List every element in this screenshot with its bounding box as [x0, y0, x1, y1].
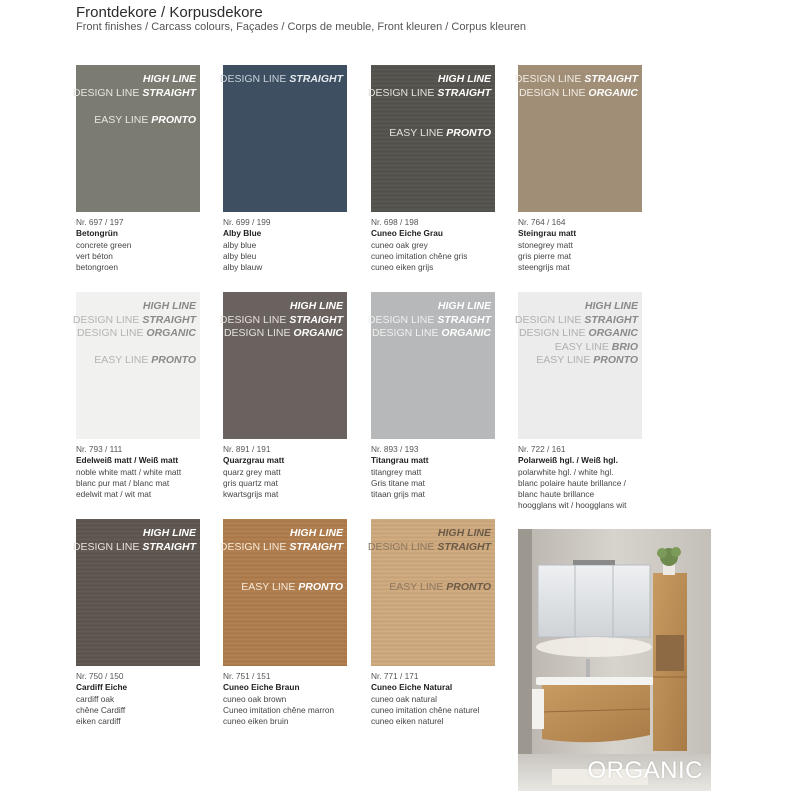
line-model-name: STRAIGHT — [289, 313, 343, 326]
line-model-name: HIGH LINE — [437, 300, 491, 312]
decor-translation: gris quartz mat — [223, 477, 278, 488]
line-model-name: STRAIGHT — [437, 86, 491, 99]
decor-translation: polarwhite hgl. / white hgl. — [518, 466, 614, 477]
swatch-tile — [72, 292, 200, 439]
decor-number: Nr. 751 / 151 — [223, 671, 271, 681]
swatch-tile — [72, 65, 200, 212]
decor-translation: hoogglans wit / hoogglans wit — [518, 500, 627, 511]
line-series-name: DESIGN LINE — [219, 313, 287, 326]
swatch-caption — [371, 444, 511, 500]
decor-translation: titangrey matt — [371, 466, 422, 477]
line-model-name: ORGANIC — [588, 86, 638, 99]
line-model-name: HIGH LINE — [142, 300, 196, 312]
decor-translation: chêne Cardiff — [76, 704, 126, 715]
product-line-label — [389, 127, 491, 140]
line-model-name: PRONTO — [446, 581, 491, 593]
product-line-label — [368, 314, 491, 327]
line-series-name: DESIGN LINE — [367, 86, 435, 99]
line-series-name: EASY LINE — [389, 127, 444, 139]
product-photo — [518, 529, 711, 791]
decor-translation: steengrijs mat — [518, 262, 570, 273]
swatch-caption — [223, 671, 363, 727]
product-line-label — [438, 300, 491, 313]
line-model-name: PRONTO — [151, 113, 196, 126]
line-series-name: DESIGN LINE — [72, 313, 140, 326]
decor-translation: alby blauw — [223, 262, 263, 273]
line-series-name: EASY LINE — [94, 113, 149, 126]
product-line-label — [290, 527, 343, 540]
line-model-name: STRAIGHT — [142, 313, 196, 326]
decor-number: Nr. 764 / 164 — [518, 217, 566, 227]
decor-translation: cuneo imitation chêne naturel — [371, 704, 480, 715]
line-series-name: DESIGN LINE — [219, 73, 287, 85]
decor-translation: edelwit mat / wit mat — [76, 489, 152, 500]
line-model-name: BRIO — [611, 340, 638, 353]
line-model-name: HIGH LINE — [142, 73, 196, 85]
line-model-name: STRAIGHT — [437, 313, 491, 326]
product-line-label — [220, 314, 343, 327]
swatch-tile — [514, 292, 642, 439]
page-subtitle: Front finishes / Carcass colours, Façades / Corps de meuble, Front kleuren / Corpus kleuren — [76, 21, 526, 33]
line-model-name: STRAIGHT — [584, 313, 638, 326]
product-line-label — [143, 300, 196, 313]
product-line-label — [519, 327, 638, 340]
decor-name: Alby Blue — [223, 228, 262, 239]
decor-translation: cuneo eiken naturel — [371, 716, 444, 727]
swatch-tile — [219, 292, 347, 439]
decor-number: Nr. 893 / 193 — [371, 444, 419, 454]
line-series-name: DESIGN LINE — [367, 540, 435, 553]
line-model-name: STRAIGHT — [584, 73, 638, 85]
decor-translation: quarz grey matt — [223, 466, 281, 477]
line-model-name: PRONTO — [298, 581, 343, 593]
decor-number: Nr. 697 / 197 — [76, 217, 124, 227]
line-series-name: EASY LINE — [94, 354, 149, 366]
decor-translation: cuneo imitation chêne gris — [371, 250, 468, 261]
swatch-tile — [367, 519, 495, 666]
line-model-name: STRAIGHT — [142, 540, 196, 553]
decor-name: Cuneo Eiche Natural — [371, 682, 453, 693]
product-line-label — [438, 527, 491, 540]
decor-translation: alby bleu — [223, 250, 257, 261]
line-model-name: STRAIGHT — [142, 86, 196, 99]
decor-number: Nr. 698 / 198 — [371, 217, 419, 227]
decor-translation: cardiff oak — [76, 693, 115, 704]
swatch-tile — [219, 519, 347, 666]
line-series-name: DESIGN LINE — [518, 86, 586, 99]
swatch-tile — [72, 519, 200, 666]
line-model-name: HIGH LINE — [289, 300, 343, 312]
line-model-name: PRONTO — [593, 354, 638, 366]
swatch-caption — [76, 217, 216, 273]
line-series-name: DESIGN LINE — [514, 73, 582, 85]
line-model-name: HIGH LINE — [437, 527, 491, 539]
product-line-label — [220, 73, 343, 86]
decor-translation: vert béton — [76, 250, 113, 261]
collection-label: ORGANIC — [587, 757, 703, 784]
swatch-caption — [518, 217, 658, 273]
product-line-label — [515, 314, 638, 327]
line-model-name: ORGANIC — [293, 327, 343, 339]
line-model-name: STRAIGHT — [289, 73, 343, 85]
product-line-label — [220, 541, 343, 554]
swatch-tile — [219, 65, 347, 212]
line-series-name: DESIGN LINE — [72, 540, 140, 553]
product-line-label — [519, 87, 638, 100]
swatch-caption — [76, 671, 216, 727]
page-title: Frontdekore / Korpusdekore — [76, 4, 263, 21]
product-line-label — [368, 87, 491, 100]
decor-name: Edelweiß matt / Weiß matt — [76, 455, 179, 466]
decor-translation: blanc haute brillance — [518, 489, 595, 500]
swatch-caption — [518, 444, 658, 512]
product-line-label — [73, 314, 196, 327]
swatch-caption — [76, 444, 216, 500]
decor-translation: alby blue — [223, 239, 257, 250]
line-series-name: EASY LINE — [554, 340, 609, 353]
swatch-caption — [371, 217, 511, 273]
decor-name: Polarweiß hgl. / Weiß hgl. — [518, 455, 618, 466]
line-model-name: STRAIGHT — [437, 540, 491, 553]
product-line-label — [94, 354, 196, 367]
product-line-label — [372, 327, 491, 340]
decor-number: Nr. 891 / 191 — [223, 444, 271, 454]
decor-number: Nr. 699 / 199 — [223, 217, 271, 227]
line-series-name: EASY LINE — [536, 354, 591, 366]
product-line-label — [389, 581, 491, 594]
decor-translation: cuneo oak grey — [371, 239, 428, 250]
swatch-caption — [371, 671, 511, 727]
decor-translation: cuneo eiken grijs — [371, 262, 434, 273]
product-line-label — [77, 327, 196, 340]
product-line-label — [515, 73, 638, 86]
decor-translation: titaan grijs mat — [371, 489, 425, 500]
decor-name: Cuneo Eiche Braun — [223, 682, 300, 693]
decor-translation: Cuneo imitation chêne marron — [223, 704, 335, 715]
decor-translation: concrete green — [76, 239, 132, 250]
line-series-name: DESIGN LINE — [223, 327, 291, 339]
product-line-label — [224, 327, 343, 340]
line-series-name: EASY LINE — [389, 581, 444, 593]
line-model-name: HIGH LINE — [437, 73, 491, 85]
line-series-name: DESIGN LINE — [76, 327, 144, 339]
decor-translation: noble white matt / white matt — [76, 466, 182, 477]
line-series-name: EASY LINE — [241, 581, 296, 593]
product-line-label — [94, 114, 196, 127]
decor-translation: stonegrey matt — [518, 239, 573, 250]
decor-name: Betongrün — [76, 228, 118, 239]
decor-translation: eiken cardiff — [76, 716, 121, 727]
line-model-name: STRAIGHT — [289, 540, 343, 553]
decor-translation: betongroen — [76, 262, 118, 273]
product-line-label — [73, 87, 196, 100]
line-model-name: HIGH LINE — [584, 300, 638, 312]
decor-name: Titangrau matt — [371, 455, 429, 466]
product-line-label — [555, 341, 638, 354]
product-line-label — [290, 300, 343, 313]
decor-translation: blanc pur mat / blanc mat — [76, 477, 170, 488]
decor-translation: cuneo eiken bruin — [223, 716, 289, 727]
decor-translation: cuneo oak brown — [223, 693, 287, 704]
line-model-name: HIGH LINE — [289, 527, 343, 539]
swatch-tile — [367, 65, 495, 212]
line-model-name: HIGH LINE — [142, 527, 196, 539]
line-series-name: DESIGN LINE — [518, 327, 586, 339]
decor-name: Cuneo Eiche Grau — [371, 228, 443, 239]
product-line-label — [368, 541, 491, 554]
line-model-name: PRONTO — [151, 354, 196, 366]
decor-translation: gris pierre mat — [518, 250, 572, 261]
decor-translation: Gris titane mat — [371, 477, 425, 488]
decor-number: Nr. 722 / 161 — [518, 444, 566, 454]
line-series-name: DESIGN LINE — [371, 327, 439, 339]
line-model-name: PRONTO — [446, 127, 491, 139]
product-line-label — [241, 581, 343, 594]
line-model-name: ORGANIC — [146, 327, 196, 339]
swatch-tile — [514, 65, 642, 212]
decor-number: Nr. 793 / 111 — [76, 444, 123, 454]
line-series-name: DESIGN LINE — [514, 313, 582, 326]
decor-translation: blanc polaire haute brillance / — [518, 477, 626, 488]
decor-number: Nr. 771 / 171 — [371, 671, 419, 681]
decor-number: Nr. 750 / 150 — [76, 671, 124, 681]
line-series-name: DESIGN LINE — [72, 86, 140, 99]
line-model-name: ORGANIC — [441, 327, 491, 339]
line-series-name: DESIGN LINE — [367, 313, 435, 326]
swatch-caption — [223, 444, 363, 500]
product-line-label — [73, 541, 196, 554]
decor-name: Steingrau matt — [518, 228, 577, 239]
product-line-label — [143, 527, 196, 540]
line-model-name: ORGANIC — [588, 327, 638, 339]
bathroom-furniture-illustration — [518, 529, 711, 791]
product-line-label — [585, 300, 638, 313]
decor-translation: cuneo oak natural — [371, 693, 437, 704]
decor-name: Quarzgrau matt — [223, 455, 285, 466]
product-line-label — [438, 73, 491, 86]
line-series-name: DESIGN LINE — [219, 540, 287, 553]
swatch-tile — [367, 292, 495, 439]
product-line-label — [143, 73, 196, 86]
swatch-caption — [223, 217, 363, 273]
decor-name: Cardiff Eiche — [76, 682, 128, 693]
decor-translation: kwartsgrijs mat — [223, 489, 279, 500]
product-line-label — [536, 354, 638, 367]
